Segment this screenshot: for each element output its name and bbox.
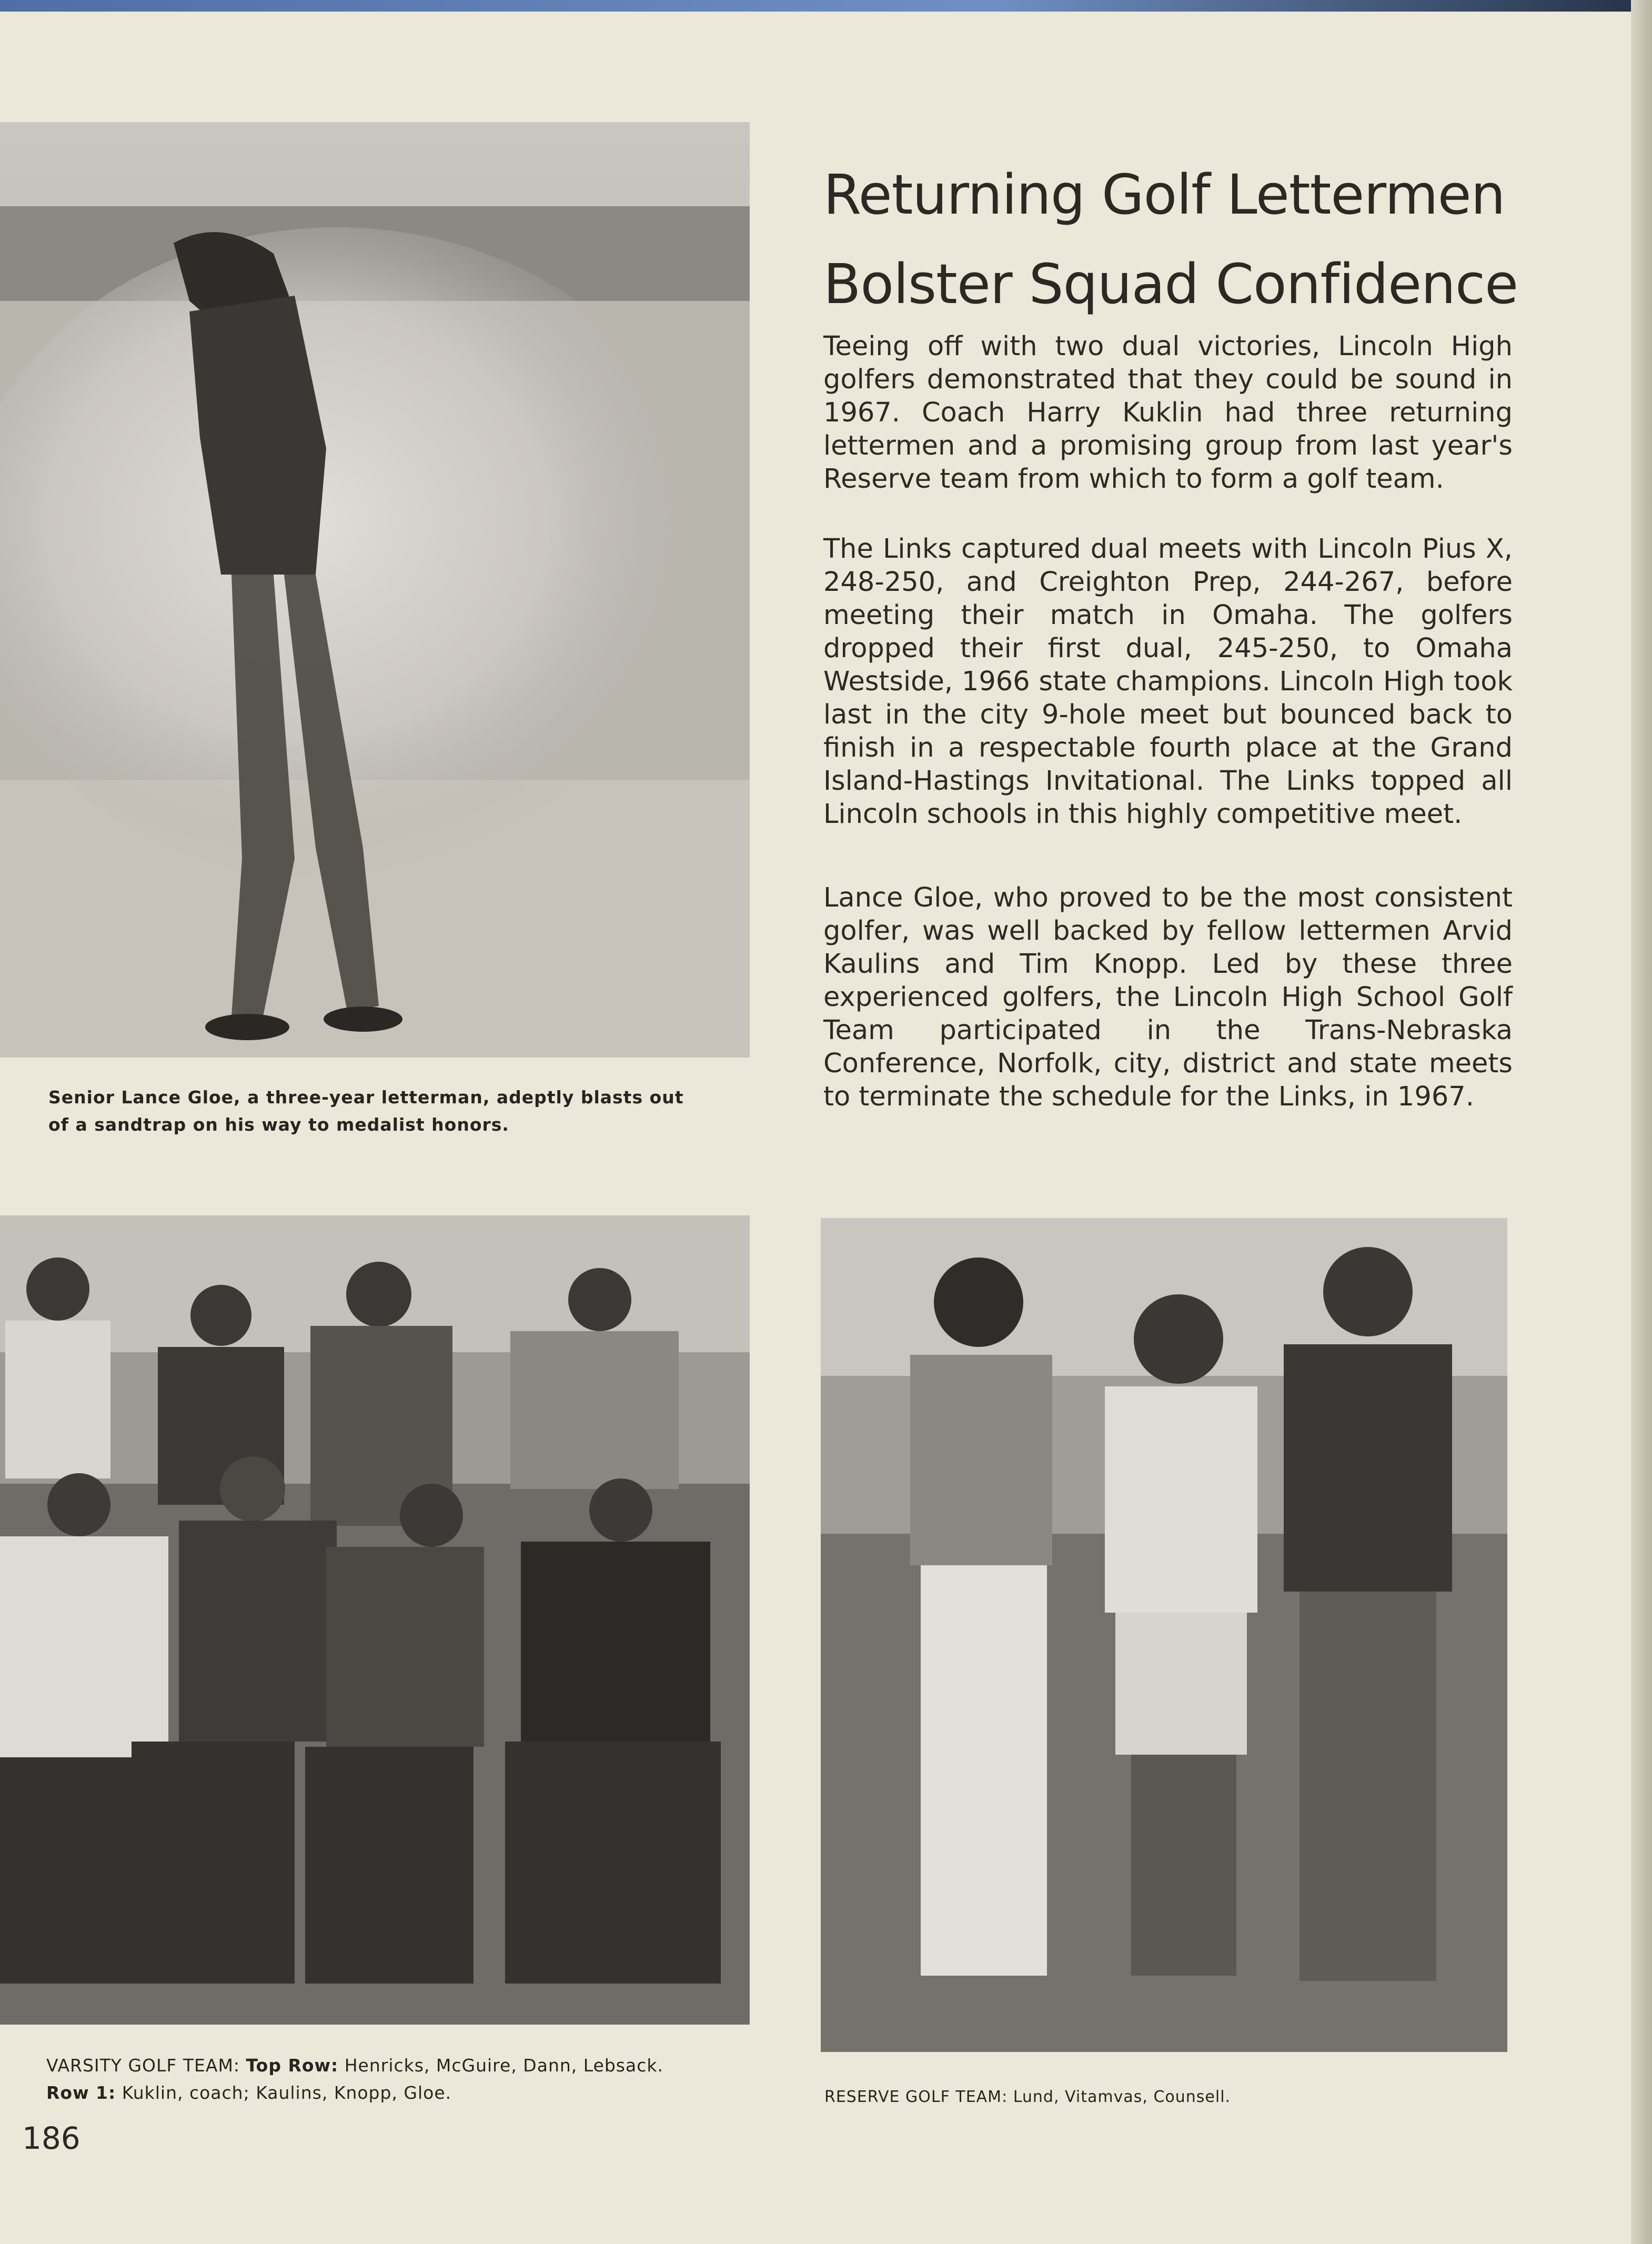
- varsity-caption-line-1: [46, 2052, 757, 2079]
- golfer-photo-caption: [48, 1084, 753, 1139]
- varsity-caption-line-2: [46, 2079, 757, 2107]
- varsity-row-1-label: Row 1:: [46, 2082, 116, 2103]
- golfer-caption-line-1: Senior Lance Gloe, a three-year letterman, adeptly blasts out: [48, 1087, 684, 1108]
- golfer-sandtrap-photo: [0, 122, 750, 1058]
- headline-line-2: Bolster Squad Confidence: [823, 252, 1518, 316]
- reserve-photo-caption: RESERVE GOLF TEAM: Lund, Vitamvas, Counsell.: [824, 2088, 1231, 2106]
- varsity-row-1-names: Kuklin, coach; Kaulins, Knopp, Gloe.: [122, 2082, 452, 2103]
- varsity-top-row-label: Top Row:: [246, 2055, 339, 2076]
- varsity-photo-caption: [46, 2052, 757, 2107]
- reserve-team-photo: [821, 1218, 1507, 2052]
- page-binding-edge: [1631, 0, 1652, 2244]
- headline: [823, 150, 1528, 329]
- article-paragraph-3: Lance Gloe, who proved to be the most consistent golfer, was well backed by fellow lettermen Arvid Kaulins and Tim Knopp. Led by these three experienced golfers, the Lincoln High School Golf Team participated in the Trans-Nebraska Conference, Norfolk, city, district and state meets to terminate the schedule for the Links, in 1967.: [823, 882, 1513, 1112]
- article-paragraph-2: The Links captured dual meets with Lincoln Pius X, 248-250, and Creighton Prep, 244-267, before meeting their match in Omaha. The golfers dropped their first dual, 245-250, to Omaha Westside, 1966 state champions. Lincoln High took last in the city 9-hole meet but bounced back to finish in a respectable fourth place at the Grand Island-Hastings Invitational. The Links topped all Lincoln schools in this highly competitive meet.: [823, 534, 1513, 830]
- varsity-team-photo: [0, 1215, 750, 2025]
- golfer-caption-line-2: of a sandtrap on his way to medalist honors.: [48, 1114, 509, 1135]
- page-number: 186: [22, 2120, 80, 2156]
- varsity-caption-prefix: VARSITY GOLF TEAM:: [46, 2055, 240, 2076]
- article-paragraph-1: Teeing off with two dual victories, Lincoln High golfers demonstrated that they could be sound in 1967. Coach Harry Kuklin had three returning lettermen and a promising group from last year's Reserve team from which to form a golf team.: [823, 331, 1513, 495]
- headline-line-1: Returning Golf Lettermen: [823, 163, 1505, 227]
- page-top-edge: [0, 0, 1652, 12]
- varsity-top-row-names: Henricks, McGuire, Dann, Lebsack.: [344, 2055, 663, 2076]
